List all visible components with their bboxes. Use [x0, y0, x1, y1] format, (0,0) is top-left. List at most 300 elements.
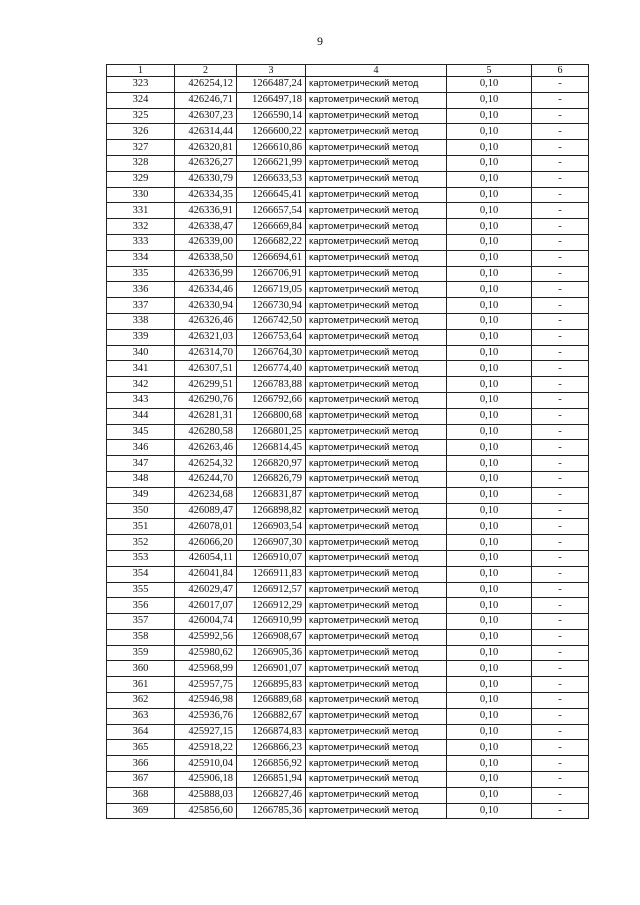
method-cell: картометрический метод — [306, 187, 447, 203]
point-number-cell: 337 — [107, 298, 175, 314]
accuracy-cell: 0,10 — [447, 724, 532, 740]
method-cell: картометрический метод — [306, 614, 447, 630]
y-coordinate-cell: 1266600,22 — [237, 124, 306, 140]
x-coordinate-cell: 425910,04 — [175, 756, 237, 772]
x-coordinate-cell: 426330,94 — [175, 298, 237, 314]
x-coordinate-cell: 426041,84 — [175, 566, 237, 582]
accuracy-cell: 0,10 — [447, 171, 532, 187]
x-coordinate-cell: 426326,46 — [175, 313, 237, 329]
accuracy-cell: 0,10 — [447, 187, 532, 203]
point-number-cell: 359 — [107, 645, 175, 661]
x-coordinate-cell: 425957,75 — [175, 677, 237, 693]
y-coordinate-cell: 1266827,46 — [237, 787, 306, 803]
y-coordinate-cell: 1266610,86 — [237, 140, 306, 156]
note-cell: - — [532, 708, 589, 724]
accuracy-cell: 0,10 — [447, 124, 532, 140]
note-cell: - — [532, 645, 589, 661]
y-coordinate-cell: 1266907,30 — [237, 535, 306, 551]
page-number: 9 — [317, 34, 323, 48]
point-number-cell: 362 — [107, 693, 175, 709]
table-row — [107, 377, 589, 393]
accuracy-cell: 0,10 — [447, 740, 532, 756]
method-cell: картометрический метод — [306, 266, 447, 282]
x-coordinate-cell: 426338,50 — [175, 250, 237, 266]
table-row — [107, 471, 589, 487]
x-coordinate-cell: 426029,47 — [175, 582, 237, 598]
column-header-5: 5 — [447, 65, 532, 77]
x-coordinate-cell: 426336,99 — [175, 266, 237, 282]
table-row — [107, 329, 589, 345]
point-number-cell: 343 — [107, 392, 175, 408]
point-number-cell: 353 — [107, 550, 175, 566]
y-coordinate-cell: 1266911,83 — [237, 566, 306, 582]
table-row — [107, 313, 589, 329]
note-cell: - — [532, 187, 589, 203]
x-coordinate-cell: 425918,22 — [175, 740, 237, 756]
x-coordinate-cell: 425992,56 — [175, 629, 237, 645]
y-coordinate-cell: 1266814,45 — [237, 440, 306, 456]
point-number-cell: 354 — [107, 566, 175, 582]
table-row — [107, 787, 589, 803]
accuracy-cell: 0,10 — [447, 550, 532, 566]
method-cell: картометрический метод — [306, 424, 447, 440]
x-coordinate-cell: 426254,12 — [175, 77, 237, 93]
note-cell: - — [532, 377, 589, 393]
x-coordinate-cell: 426280,58 — [175, 424, 237, 440]
y-coordinate-cell: 1266912,29 — [237, 598, 306, 614]
y-coordinate-cell: 1266851,94 — [237, 772, 306, 788]
note-cell: - — [532, 535, 589, 551]
y-coordinate-cell: 1266487,24 — [237, 77, 306, 93]
method-cell: картометрический метод — [306, 408, 447, 424]
accuracy-cell: 0,10 — [447, 519, 532, 535]
accuracy-cell: 0,10 — [447, 803, 532, 819]
x-coordinate-cell: 426336,91 — [175, 203, 237, 219]
point-number-cell: 361 — [107, 677, 175, 693]
method-cell: картометрический метод — [306, 361, 447, 377]
x-coordinate-cell: 426017,07 — [175, 598, 237, 614]
accuracy-cell: 0,10 — [447, 392, 532, 408]
method-cell: картометрический метод — [306, 298, 447, 314]
table-row — [107, 487, 589, 503]
note-cell: - — [532, 550, 589, 566]
method-cell: картометрический метод — [306, 282, 447, 298]
point-number-cell: 368 — [107, 787, 175, 803]
note-cell: - — [532, 282, 589, 298]
y-coordinate-cell: 1266831,87 — [237, 487, 306, 503]
table-row — [107, 456, 589, 472]
accuracy-cell: 0,10 — [447, 582, 532, 598]
y-coordinate-cell: 1266497,18 — [237, 92, 306, 108]
note-cell: - — [532, 440, 589, 456]
y-coordinate-cell: 1266657,54 — [237, 203, 306, 219]
column-header-2: 2 — [175, 65, 237, 77]
x-coordinate-cell: 426320,81 — [175, 140, 237, 156]
point-number-cell: 369 — [107, 803, 175, 819]
y-coordinate-cell: 1266621,99 — [237, 155, 306, 171]
accuracy-cell: 0,10 — [447, 298, 532, 314]
note-cell: - — [532, 345, 589, 361]
method-cell: картометрический метод — [306, 566, 447, 582]
table-row — [107, 724, 589, 740]
y-coordinate-cell: 1266669,84 — [237, 219, 306, 235]
y-coordinate-cell: 1266910,07 — [237, 550, 306, 566]
method-cell: картометрический метод — [306, 203, 447, 219]
note-cell: - — [532, 108, 589, 124]
column-header-6: 6 — [532, 65, 589, 77]
table-row — [107, 345, 589, 361]
x-coordinate-cell: 426078,01 — [175, 519, 237, 535]
note-cell: - — [532, 77, 589, 93]
accuracy-cell: 0,10 — [447, 140, 532, 156]
accuracy-cell: 0,10 — [447, 92, 532, 108]
table-row — [107, 598, 589, 614]
point-number-cell: 356 — [107, 598, 175, 614]
table-row — [107, 645, 589, 661]
note-cell: - — [532, 424, 589, 440]
y-coordinate-cell: 1266645,41 — [237, 187, 306, 203]
x-coordinate-cell: 425980,62 — [175, 645, 237, 661]
x-coordinate-cell: 426290,76 — [175, 392, 237, 408]
method-cell: картометрический метод — [306, 377, 447, 393]
y-coordinate-cell: 1266903,54 — [237, 519, 306, 535]
note-cell: - — [532, 219, 589, 235]
table-row — [107, 693, 589, 709]
x-coordinate-cell: 426004,74 — [175, 614, 237, 630]
method-cell: картометрический метод — [306, 503, 447, 519]
note-cell: - — [532, 155, 589, 171]
accuracy-cell: 0,10 — [447, 629, 532, 645]
table-header-row — [107, 65, 589, 77]
y-coordinate-cell: 1266730,94 — [237, 298, 306, 314]
method-cell: картометрический метод — [306, 329, 447, 345]
accuracy-cell: 0,10 — [447, 219, 532, 235]
accuracy-cell: 0,10 — [447, 408, 532, 424]
accuracy-cell: 0,10 — [447, 77, 532, 93]
y-coordinate-cell: 1266694,61 — [237, 250, 306, 266]
note-cell: - — [532, 661, 589, 677]
x-coordinate-cell: 426246,71 — [175, 92, 237, 108]
note-cell: - — [532, 803, 589, 819]
method-cell: картометрический метод — [306, 582, 447, 598]
note-cell: - — [532, 756, 589, 772]
y-coordinate-cell: 1266682,22 — [237, 234, 306, 250]
point-number-cell: 325 — [107, 108, 175, 124]
method-cell: картометрический метод — [306, 92, 447, 108]
point-number-cell: 351 — [107, 519, 175, 535]
point-number-cell: 349 — [107, 487, 175, 503]
y-coordinate-cell: 1266792,66 — [237, 392, 306, 408]
y-coordinate-cell: 1266901,07 — [237, 661, 306, 677]
method-cell: картометрический метод — [306, 772, 447, 788]
note-cell: - — [532, 392, 589, 408]
table-row — [107, 187, 589, 203]
note-cell: - — [532, 598, 589, 614]
accuracy-cell: 0,10 — [447, 203, 532, 219]
method-cell: картометрический метод — [306, 740, 447, 756]
note-cell: - — [532, 361, 589, 377]
note-cell: - — [532, 566, 589, 582]
table-row — [107, 772, 589, 788]
y-coordinate-cell: 1266590,14 — [237, 108, 306, 124]
point-number-cell: 365 — [107, 740, 175, 756]
x-coordinate-cell: 426307,23 — [175, 108, 237, 124]
point-number-cell: 345 — [107, 424, 175, 440]
note-cell: - — [532, 519, 589, 535]
accuracy-cell: 0,10 — [447, 471, 532, 487]
point-number-cell: 333 — [107, 234, 175, 250]
point-number-cell: 366 — [107, 756, 175, 772]
x-coordinate-cell: 426314,44 — [175, 124, 237, 140]
table-row — [107, 614, 589, 630]
column-header-4: 4 — [306, 65, 447, 77]
method-cell: картометрический метод — [306, 155, 447, 171]
coordinates-table-body — [107, 65, 589, 819]
accuracy-cell: 0,10 — [447, 614, 532, 630]
table-row — [107, 582, 589, 598]
x-coordinate-cell: 425888,03 — [175, 787, 237, 803]
method-cell: картометрический метод — [306, 693, 447, 709]
y-coordinate-cell: 1266826,79 — [237, 471, 306, 487]
note-cell: - — [532, 140, 589, 156]
accuracy-cell: 0,10 — [447, 566, 532, 582]
table-row — [107, 519, 589, 535]
note-cell: - — [532, 787, 589, 803]
accuracy-cell: 0,10 — [447, 772, 532, 788]
table-row — [107, 566, 589, 582]
point-number-cell: 323 — [107, 77, 175, 93]
accuracy-cell: 0,10 — [447, 693, 532, 709]
point-number-cell: 338 — [107, 313, 175, 329]
table-row — [107, 266, 589, 282]
method-cell: картометрический метод — [306, 108, 447, 124]
y-coordinate-cell: 1266800,68 — [237, 408, 306, 424]
note-cell: - — [532, 92, 589, 108]
x-coordinate-cell: 426334,35 — [175, 187, 237, 203]
y-coordinate-cell: 1266889,68 — [237, 693, 306, 709]
point-number-cell: 331 — [107, 203, 175, 219]
note-cell: - — [532, 266, 589, 282]
method-cell: картометрический метод — [306, 345, 447, 361]
point-number-cell: 347 — [107, 456, 175, 472]
y-coordinate-cell: 1266633,53 — [237, 171, 306, 187]
method-cell: картометрический метод — [306, 519, 447, 535]
table-row — [107, 298, 589, 314]
table-row — [107, 424, 589, 440]
x-coordinate-cell: 425856,60 — [175, 803, 237, 819]
method-cell: картометрический метод — [306, 803, 447, 819]
point-number-cell: 326 — [107, 124, 175, 140]
method-cell: картометрический метод — [306, 756, 447, 772]
y-coordinate-cell: 1266774,40 — [237, 361, 306, 377]
method-cell: картометрический метод — [306, 313, 447, 329]
y-coordinate-cell: 1266908,67 — [237, 629, 306, 645]
y-coordinate-cell: 1266898,82 — [237, 503, 306, 519]
accuracy-cell: 0,10 — [447, 424, 532, 440]
point-number-cell: 340 — [107, 345, 175, 361]
method-cell: картометрический метод — [306, 219, 447, 235]
method-cell: картометрический метод — [306, 598, 447, 614]
y-coordinate-cell: 1266742,50 — [237, 313, 306, 329]
table-row — [107, 503, 589, 519]
accuracy-cell: 0,10 — [447, 456, 532, 472]
table-row — [107, 756, 589, 772]
table-row — [107, 171, 589, 187]
method-cell: картометрический метод — [306, 677, 447, 693]
method-cell: картометрический метод — [306, 550, 447, 566]
table-row — [107, 250, 589, 266]
x-coordinate-cell: 426307,51 — [175, 361, 237, 377]
y-coordinate-cell: 1266820,97 — [237, 456, 306, 472]
table-row — [107, 550, 589, 566]
x-coordinate-cell: 426281,31 — [175, 408, 237, 424]
x-coordinate-cell: 426234,68 — [175, 487, 237, 503]
point-number-cell: 329 — [107, 171, 175, 187]
note-cell: - — [532, 203, 589, 219]
y-coordinate-cell: 1266910,99 — [237, 614, 306, 630]
accuracy-cell: 0,10 — [447, 708, 532, 724]
method-cell: картометрический метод — [306, 629, 447, 645]
method-cell: картометрический метод — [306, 124, 447, 140]
note-cell: - — [532, 456, 589, 472]
x-coordinate-cell: 426338,47 — [175, 219, 237, 235]
table-row — [107, 282, 589, 298]
point-number-cell: 328 — [107, 155, 175, 171]
accuracy-cell: 0,10 — [447, 503, 532, 519]
table-row — [107, 77, 589, 93]
point-number-cell: 334 — [107, 250, 175, 266]
method-cell: картометрический метод — [306, 661, 447, 677]
point-number-cell: 360 — [107, 661, 175, 677]
y-coordinate-cell: 1266785,36 — [237, 803, 306, 819]
y-coordinate-cell: 1266801,25 — [237, 424, 306, 440]
x-coordinate-cell: 426089,47 — [175, 503, 237, 519]
point-number-cell: 342 — [107, 377, 175, 393]
x-coordinate-cell: 426314,70 — [175, 345, 237, 361]
x-coordinate-cell: 425906,18 — [175, 772, 237, 788]
table-row — [107, 440, 589, 456]
table-row — [107, 708, 589, 724]
note-cell: - — [532, 503, 589, 519]
y-coordinate-cell: 1266753,64 — [237, 329, 306, 345]
point-number-cell: 327 — [107, 140, 175, 156]
point-number-cell: 332 — [107, 219, 175, 235]
method-cell: картометрический метод — [306, 250, 447, 266]
table-row — [107, 361, 589, 377]
accuracy-cell: 0,10 — [447, 108, 532, 124]
point-number-cell: 346 — [107, 440, 175, 456]
accuracy-cell: 0,10 — [447, 345, 532, 361]
note-cell: - — [532, 250, 589, 266]
x-coordinate-cell: 426321,03 — [175, 329, 237, 345]
method-cell: картометрический метод — [306, 392, 447, 408]
x-coordinate-cell: 426326,27 — [175, 155, 237, 171]
x-coordinate-cell: 426263,46 — [175, 440, 237, 456]
note-cell: - — [532, 313, 589, 329]
y-coordinate-cell: 1266866,23 — [237, 740, 306, 756]
method-cell: картометрический метод — [306, 487, 447, 503]
table-row — [107, 408, 589, 424]
column-header-1: 1 — [107, 65, 175, 77]
table-row — [107, 234, 589, 250]
table-row — [107, 535, 589, 551]
note-cell: - — [532, 234, 589, 250]
accuracy-cell: 0,10 — [447, 155, 532, 171]
method-cell: картометрический метод — [306, 456, 447, 472]
x-coordinate-cell: 426334,46 — [175, 282, 237, 298]
point-number-cell: 341 — [107, 361, 175, 377]
x-coordinate-cell: 426066,20 — [175, 535, 237, 551]
note-cell: - — [532, 740, 589, 756]
point-number-cell: 339 — [107, 329, 175, 345]
point-number-cell: 357 — [107, 614, 175, 630]
method-cell: картометрический метод — [306, 708, 447, 724]
y-coordinate-cell: 1266905,36 — [237, 645, 306, 661]
note-cell: - — [532, 614, 589, 630]
note-cell: - — [532, 471, 589, 487]
table-row — [107, 803, 589, 819]
table-row — [107, 661, 589, 677]
y-coordinate-cell: 1266783,88 — [237, 377, 306, 393]
note-cell: - — [532, 629, 589, 645]
note-cell: - — [532, 408, 589, 424]
accuracy-cell: 0,10 — [447, 677, 532, 693]
table-row — [107, 677, 589, 693]
note-cell: - — [532, 772, 589, 788]
method-cell: картометрический метод — [306, 471, 447, 487]
table-row — [107, 92, 589, 108]
accuracy-cell: 0,10 — [447, 756, 532, 772]
table-row — [107, 124, 589, 140]
note-cell: - — [532, 487, 589, 503]
accuracy-cell: 0,10 — [447, 377, 532, 393]
accuracy-cell: 0,10 — [447, 313, 532, 329]
accuracy-cell: 0,10 — [447, 535, 532, 551]
accuracy-cell: 0,10 — [447, 787, 532, 803]
table-row — [107, 392, 589, 408]
y-coordinate-cell: 1266874,83 — [237, 724, 306, 740]
point-number-cell: 355 — [107, 582, 175, 598]
accuracy-cell: 0,10 — [447, 661, 532, 677]
x-coordinate-cell: 425927,15 — [175, 724, 237, 740]
x-coordinate-cell: 426244,70 — [175, 471, 237, 487]
y-coordinate-cell: 1266856,92 — [237, 756, 306, 772]
point-number-cell: 367 — [107, 772, 175, 788]
note-cell: - — [532, 693, 589, 709]
x-coordinate-cell: 426339,00 — [175, 234, 237, 250]
x-coordinate-cell: 425946,98 — [175, 693, 237, 709]
point-number-cell: 336 — [107, 282, 175, 298]
method-cell: картометрический метод — [306, 140, 447, 156]
note-cell: - — [532, 329, 589, 345]
x-coordinate-cell: 425968,99 — [175, 661, 237, 677]
note-cell: - — [532, 298, 589, 314]
accuracy-cell: 0,10 — [447, 598, 532, 614]
accuracy-cell: 0,10 — [447, 440, 532, 456]
point-number-cell: 358 — [107, 629, 175, 645]
x-coordinate-cell: 426054,11 — [175, 550, 237, 566]
table-row — [107, 108, 589, 124]
point-number-cell: 348 — [107, 471, 175, 487]
point-number-cell: 344 — [107, 408, 175, 424]
accuracy-cell: 0,10 — [447, 329, 532, 345]
note-cell: - — [532, 124, 589, 140]
table-row — [107, 203, 589, 219]
note-cell: - — [532, 677, 589, 693]
x-coordinate-cell: 426330,79 — [175, 171, 237, 187]
note-cell: - — [532, 724, 589, 740]
y-coordinate-cell: 1266882,67 — [237, 708, 306, 724]
